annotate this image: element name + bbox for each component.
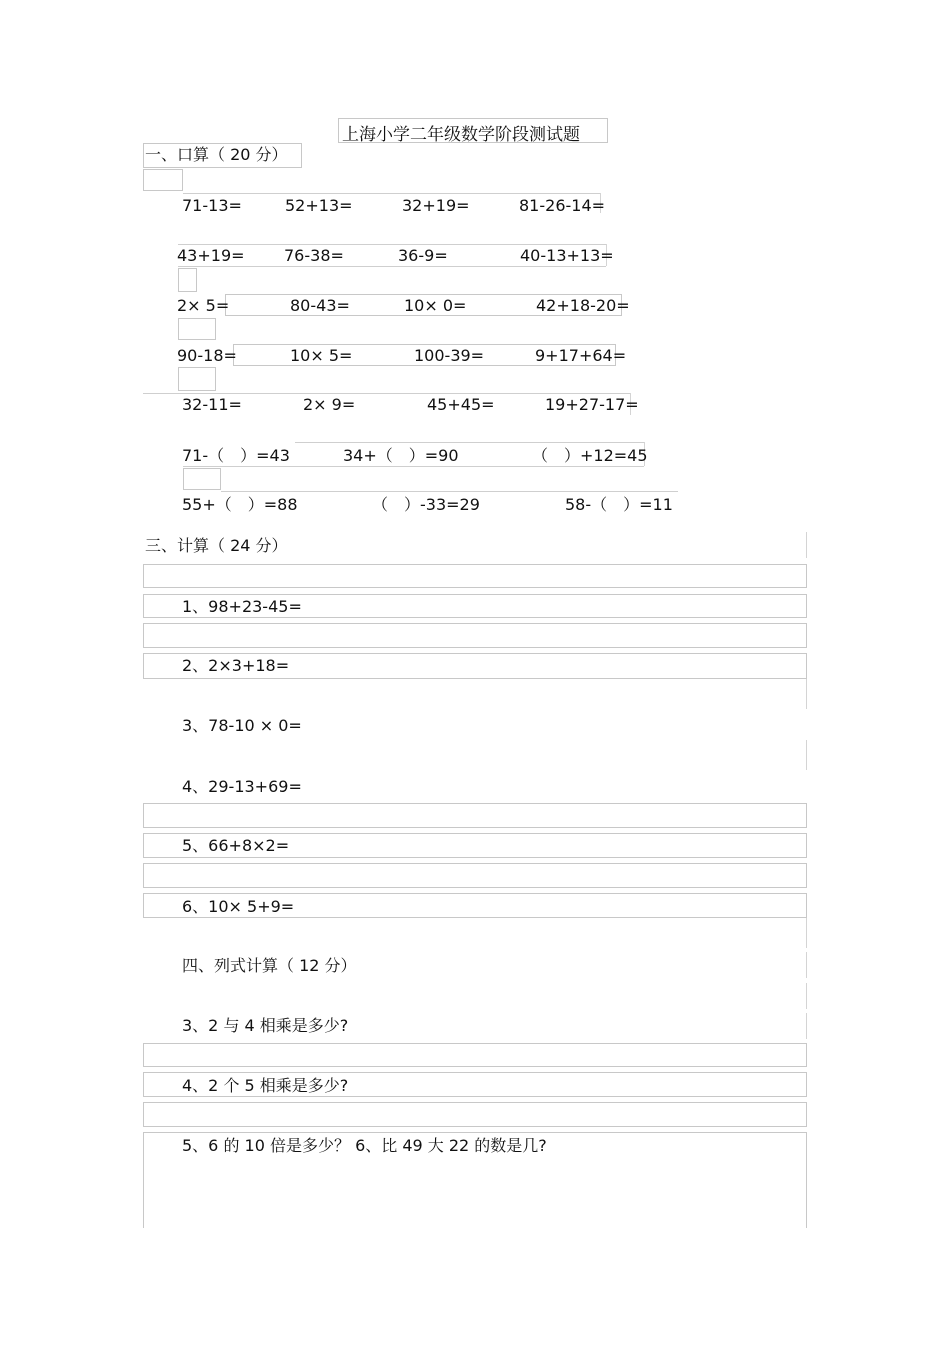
calc-item: 1、98+23-45= [182,597,302,616]
word-problem: 5、6 的 10 倍是多少？ 6、比 49 大 22 的数是几? [182,1136,547,1155]
problem: 71-13= [182,196,242,215]
answer-box [143,803,807,828]
calc-item: 2、2×3+18= [182,656,290,675]
answer-box [178,268,197,292]
problem: 80-43= [290,296,350,315]
problem: 76-38= [284,246,344,265]
answer-box [143,863,807,888]
word-problem: 4、2 个 5 相乘是多少? [182,1076,349,1095]
section1-heading: 一、口算（ 20 分） [145,145,288,164]
calc-item: 5、66+8×2= [182,836,290,855]
page-title: 上海小学二年级数学阶段测试题 [342,125,580,145]
answer-box [178,318,216,340]
rule-line [295,442,644,443]
rule-line [178,266,606,267]
rule-line [806,952,807,978]
calc-item: 4、29-13+69= [182,777,302,796]
problem: 32+19= [402,196,470,215]
rule-line [221,491,678,492]
problem: 32-11= [182,395,242,414]
answer-box [143,1102,807,1127]
problem: 40-13+13= [520,246,614,265]
problem: 58-（ ）=11 [565,495,673,514]
section3-heading: 三、计算（ 24 分） [145,536,288,555]
answer-box [178,367,216,391]
section4-heading: 四、列式计算（ 12 分） [182,956,357,975]
rule-line [806,679,807,709]
rule-line [183,193,600,194]
problem: 2× 9= [303,395,356,414]
problem: 10× 0= [404,296,467,315]
calc-item: 6、10× 5+9= [182,897,295,916]
problem: 19+27-17= [545,395,639,414]
problem: （ ）-33=29 [372,495,480,514]
calc-item: 3、78-10 × 0= [182,716,302,735]
answer-box [143,169,183,191]
rule-line [806,1013,807,1039]
problem: 45+45= [427,395,495,414]
answer-box [143,1043,807,1067]
problem: 2× 5= [177,296,230,315]
rule-line [143,393,630,394]
problem: 100-39= [414,346,485,365]
answer-box [143,623,807,648]
problem: 52+13= [285,196,353,215]
problem: 71-（ ）=43 [182,446,290,465]
word-problem: 3、2 与 4 相乘是多少? [182,1016,349,1035]
problem: 81-26-14= [519,196,606,215]
rule-line [806,532,807,558]
rule-line [806,918,807,948]
answer-box [143,564,807,588]
problem: 36-9= [398,246,448,265]
problem: 42+18-20= [536,296,630,315]
answer-box [183,468,221,490]
rule-line [183,466,644,467]
rule-line [806,740,807,770]
problem: 34+（ ）=90 [343,446,459,465]
problem: 43+19= [177,246,245,265]
problem: 90-18= [177,346,237,365]
problem: 55+（ ）=88 [182,495,298,514]
problem: 9+17+64= [535,346,627,365]
rule-line [806,983,807,1009]
problem: 10× 5= [290,346,353,365]
problem: （ ）+12=45 [532,446,648,465]
rule-line [178,244,606,245]
